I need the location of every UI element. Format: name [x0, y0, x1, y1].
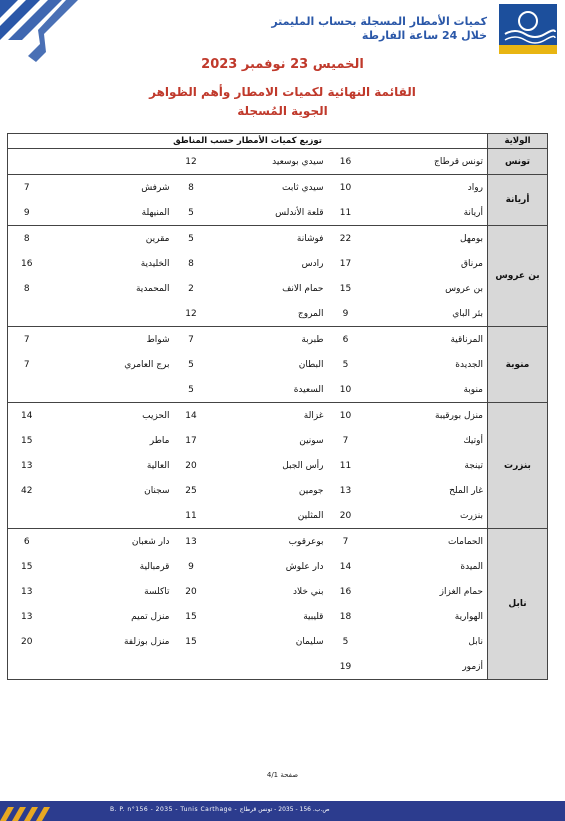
station-value — [8, 301, 46, 327]
station-name: مرناق — [460, 258, 483, 269]
station-value: 8 — [188, 258, 194, 269]
station-value: 20 — [8, 629, 46, 654]
station-name — [46, 503, 174, 529]
station-name: حمام الغزاز — [439, 586, 483, 597]
station-name: منزل تميم — [131, 611, 170, 622]
rainfall-table — [7, 133, 548, 680]
station-name: الهوارية — [454, 611, 483, 622]
station-value: 13 — [8, 579, 46, 604]
station-name: الجديدة — [455, 359, 483, 370]
table-body — [8, 149, 548, 680]
station-value: 14 — [339, 561, 352, 572]
station-name: بن عروس — [445, 283, 483, 294]
station-value: 7 — [8, 327, 46, 353]
station-name: منزل بورقيبة — [364, 403, 488, 429]
document-title — [0, 83, 565, 121]
station-value: 16 — [339, 586, 352, 597]
footer-stripes-decoration — [0, 801, 120, 821]
station-name: جومين — [298, 485, 324, 496]
station-value — [8, 503, 46, 529]
station-name: بئر الباي — [364, 301, 488, 327]
table-row — [8, 579, 548, 604]
table-row — [8, 629, 548, 654]
station-value: 10 — [328, 403, 364, 429]
station-name: الميدة — [460, 561, 483, 572]
table-row — [8, 529, 548, 555]
station-value: 20 — [185, 460, 197, 471]
station-name: بومهل — [364, 226, 488, 252]
station-value: 13 — [174, 529, 209, 555]
station-name: سيدي ثابت — [209, 175, 328, 201]
station-value: 14 — [174, 403, 209, 429]
governorate-name: بنزرت — [488, 403, 548, 529]
governorate-name: نابل — [488, 529, 548, 680]
station-name: رأس الجبل — [282, 460, 324, 471]
station-name: مقرين — [46, 226, 174, 252]
station-name: أوتيك — [463, 435, 483, 446]
station-name: العالية — [146, 460, 170, 471]
station-value: 15 — [185, 611, 197, 622]
station-value: 12 — [174, 301, 209, 327]
table-row — [8, 301, 548, 327]
station-value: 7 — [174, 327, 209, 353]
station-name — [209, 654, 328, 680]
station-value: 15 — [185, 636, 197, 647]
station-name: شرفش — [46, 175, 174, 201]
table-row — [8, 604, 548, 629]
station-name: بوعرقوب — [209, 529, 328, 555]
governorate-name: تونس — [488, 149, 548, 175]
station-value: 18 — [339, 611, 352, 622]
station-name — [46, 301, 174, 327]
station-value: 25 — [185, 485, 197, 496]
station-name: المثلين — [209, 503, 328, 529]
institute-logo-icon — [499, 4, 557, 54]
station-value: 13 — [8, 453, 46, 478]
station-name: رواد — [364, 175, 488, 201]
station-name: سونين — [299, 435, 324, 446]
station-value: 15 — [8, 554, 46, 579]
station-name: حمام الانف — [282, 283, 324, 294]
station-name: بنزرت — [364, 503, 488, 529]
station-value: 16 — [328, 149, 364, 175]
station-value: 5 — [342, 359, 349, 370]
station-value: 9 — [188, 561, 194, 572]
station-name: دار شعبان — [46, 529, 174, 555]
footer-address: B. P. n°156 - 2035 - Tunis Carthage - ص.ب. 156 - 2035 - تونس قرطاج — [110, 806, 330, 813]
station-name — [46, 149, 174, 175]
governorate-header: الولاية — [488, 134, 548, 149]
station-value: 42 — [8, 478, 46, 503]
page-number: صفحة 4/1 — [266, 771, 299, 779]
table-row — [8, 453, 548, 478]
station-value: 11 — [328, 200, 364, 226]
station-value — [8, 149, 46, 175]
governorate-name: بن عروس — [488, 226, 548, 327]
station-value: 7 — [8, 352, 46, 377]
station-value: 8 — [8, 276, 46, 301]
station-value: 17 — [185, 435, 197, 446]
station-name: سليمان — [295, 636, 324, 647]
station-value: 13 — [8, 604, 46, 629]
governorate-name: أريانة — [488, 175, 548, 226]
table-row — [8, 377, 548, 403]
station-name: قليبية — [303, 611, 324, 622]
station-value: 10 — [328, 377, 364, 403]
station-value: 20 — [185, 586, 197, 597]
station-name: طبربة — [209, 327, 328, 353]
station-value: 7 — [328, 529, 364, 555]
districts-header: توزيع كميات الأمطار حسب المناطق — [8, 134, 488, 149]
station-name: تونس قرطاج — [364, 149, 488, 175]
station-value: 11 — [339, 460, 352, 471]
station-value: 15 — [339, 283, 352, 294]
station-name: تاكلسة — [144, 586, 170, 597]
station-name: الخليدية — [140, 258, 170, 269]
station-name: أريانة — [364, 200, 488, 226]
station-value: 2 — [188, 283, 194, 294]
station-name: برج العامري — [124, 359, 170, 370]
table-row — [8, 276, 548, 301]
station-name: المروج — [209, 301, 328, 327]
header-line-2: خلال 24 ساعة الفارطة — [361, 29, 487, 42]
station-value: 5 — [188, 359, 194, 370]
station-name: قرمبالية — [139, 561, 170, 572]
station-name: بني خلاد — [292, 586, 324, 597]
table-row — [8, 503, 548, 529]
station-value — [174, 654, 209, 680]
station-value: 5 — [174, 226, 209, 252]
report-header — [157, 15, 487, 43]
table-row — [8, 554, 548, 579]
station-value: 6 — [328, 327, 364, 353]
station-name: البطان — [298, 359, 324, 370]
header-line-1: كميات الأمطار المسجلة بحساب المليمتر — [271, 15, 487, 28]
station-name: ماطر — [149, 435, 170, 446]
station-name: سجنان — [144, 485, 170, 496]
table-row — [8, 478, 548, 503]
station-value — [8, 377, 46, 403]
table-row — [8, 149, 548, 175]
station-name: غار الملح — [449, 485, 483, 496]
station-value: 5 — [174, 200, 209, 226]
station-value: 20 — [328, 503, 364, 529]
station-value: 6 — [8, 529, 46, 555]
station-value: 8 — [8, 226, 46, 252]
station-value: 22 — [328, 226, 364, 252]
station-name: المنيهلة — [46, 200, 174, 226]
station-name: قلعة الأندلس — [209, 200, 328, 226]
station-name: دار علوش — [285, 561, 324, 572]
station-value: 7 — [342, 435, 349, 446]
station-value: 7 — [8, 175, 46, 201]
station-name: شواط — [46, 327, 174, 353]
report-date: الخميس 23 نوفمبر 2023 — [201, 57, 364, 72]
station-value: 5 — [342, 636, 349, 647]
station-value — [8, 654, 46, 680]
station-value: 9 — [328, 301, 364, 327]
station-name: رادس — [301, 258, 324, 269]
station-name: نابل — [468, 636, 483, 647]
station-name: تينجة — [464, 460, 483, 471]
footer-bar — [0, 801, 565, 821]
station-value: 16 — [8, 251, 46, 276]
station-value: 8 — [174, 175, 209, 201]
station-name: المرناقية — [364, 327, 488, 353]
station-name: الحزيب — [46, 403, 174, 429]
station-name — [46, 654, 174, 680]
table-row — [8, 327, 548, 353]
title-line-1: القائمة النهائية لكميات الامطار وأهم الظواهر — [149, 85, 416, 99]
station-name: أزمور — [364, 654, 488, 680]
table-row — [8, 200, 548, 226]
station-name: المحمدية — [135, 283, 170, 294]
station-value: 15 — [8, 428, 46, 453]
station-value: 14 — [8, 403, 46, 429]
table-row — [8, 428, 548, 453]
table-row — [8, 654, 548, 680]
table-row — [8, 403, 548, 429]
station-name — [46, 377, 174, 403]
table-row — [8, 251, 548, 276]
table-row — [8, 352, 548, 377]
station-value: 5 — [174, 377, 209, 403]
station-name: فوشانة — [209, 226, 328, 252]
station-value: 17 — [339, 258, 352, 269]
station-name: منوبة — [364, 377, 488, 403]
station-name: الحمامات — [364, 529, 488, 555]
table-row — [8, 175, 548, 201]
station-value: 13 — [339, 485, 352, 496]
station-value: 11 — [174, 503, 209, 529]
station-name: السعيدة — [209, 377, 328, 403]
governorate-name: منوبة — [488, 327, 548, 403]
station-name: منزل بوزلفة — [123, 636, 170, 647]
station-value: 19 — [328, 654, 364, 680]
station-value: 12 — [174, 149, 209, 175]
station-name: سيدي بوسعيد — [209, 149, 328, 175]
station-name: غزالة — [209, 403, 328, 429]
table-row — [8, 226, 548, 252]
title-line-2: الجوية المُسجلة — [237, 104, 328, 118]
station-value: 10 — [328, 175, 364, 201]
station-value: 9 — [8, 200, 46, 226]
